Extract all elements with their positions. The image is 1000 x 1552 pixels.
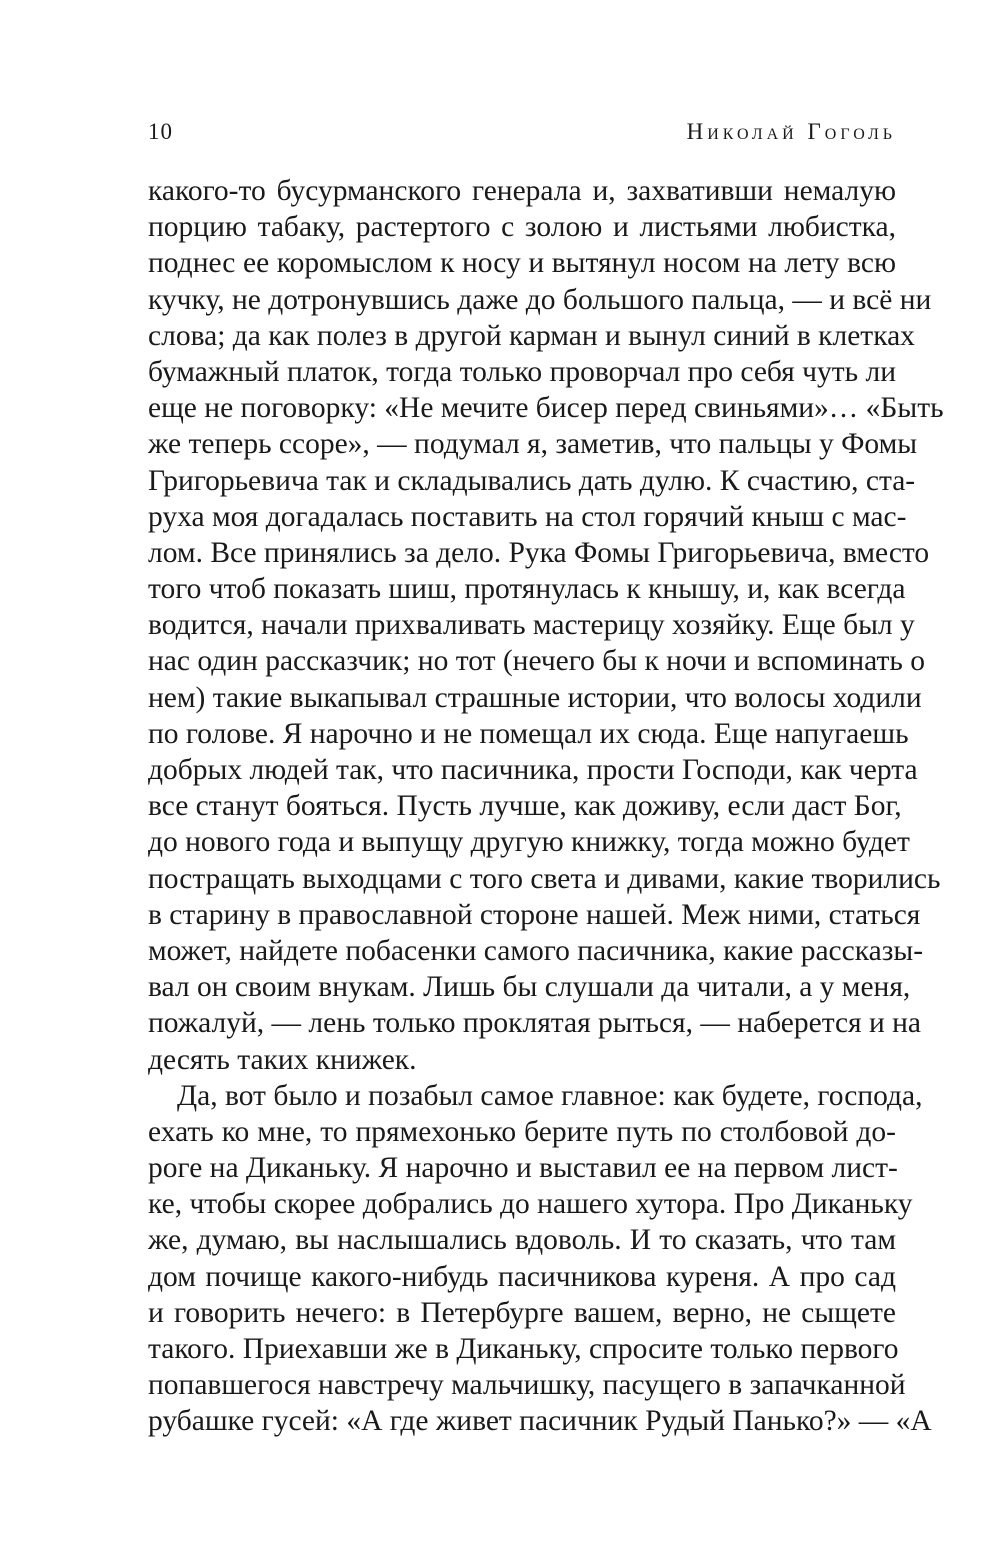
text-line: кучку, не дотронувшись даже до большого пальца, — и всё ни [148,283,932,316]
text-line: такого. Приехавши же в Диканьку, спросите только первого [148,1333,899,1365]
text-line: нас один рассказчик; но тот (нечего бы к ночи и вспоминать о [148,645,925,678]
text-line: еще не поговорку: «Не мечите бисер перед свиньями»… «Быть [148,392,944,425]
text-line: роге на Диканьку. Я нарочно и выставил ее на первом лист- [148,1152,898,1185]
text-line: все станут бояться. Пусть лучше, как доживу, если даст Бог, [148,790,902,823]
text-line: лом. Все принялись за дело. Рука Фомы Григорьевича, вместо [148,536,930,569]
text-line: же, думаю, вы наслышались вдоволь. И то сказать, что там [148,1224,896,1257]
text-line: десять таких книжек. [148,1043,417,1076]
text-line: водится, начали прихваливать мастерицу хозяйку. Еще был у [148,609,915,642]
text-line: добрых людей так, что пасичника, прости Господи, как черта [148,754,918,786]
text-line: дом почище какого-нибудь пасичникова куреня. А про сад [148,1260,896,1293]
text-line: какого-то бусурманского генерала и, захвативши немалую [148,175,896,207]
running-head [148,119,896,159]
text-line: Григорьевича так и складывались дать дулю. К счастию, ста- [148,464,916,497]
text-line: попавшегося навстречу мальчишку, пасущего в запачканной [148,1369,906,1402]
running-title: Николай Гоголь [686,119,896,144]
text-line: слова; да как полез в другой карман и вынул синий в клетках [148,319,915,352]
text-line: вал он своим внукам. Лишь бы слушали да читали, а у меня, [148,971,911,1004]
text-line: пожалуй, — лень только проклятая рыться, — наберется и на [148,1007,922,1040]
paragraph [148,173,944,1078]
page-number: 10 [148,119,173,144]
text-line: же теперь ссоре», — подумал я, заметив, что пальцы у Фомы [148,428,918,461]
paragraph [148,1078,932,1440]
text-line: нем) такие выкапывал страшные истории, что волосы ходили [148,681,922,714]
text-line: порцию табаку, растертого с золою и листьями любистка, [148,211,896,244]
text-line: ехать ко мне, то прямехонько берите путь по столбовой до- [148,1115,896,1148]
text-line: в старину в православной стороне нашей. Меж ними, статься [148,898,921,931]
text-line: по голове. Я нарочно и не помещал их сюда. Еще напугаешь [148,717,909,750]
text-line: постращать выходцами с того света и дивами, какие творились [148,862,941,895]
text-line: до нового года и выпущу другую книжку, тогда можно будет [148,826,910,859]
body-text [148,173,944,1440]
text-line: и говорить нечего: в Петербурге вашем, верно, не сыщете [148,1296,896,1329]
text-line: может, найдете побасенки самого пасичника, какие рассказы- [148,934,924,967]
text-line: поднес ее коромыслом к носу и вытянул носом на лету всю [148,247,896,280]
text-line: Да, вот было и позабыл самое главное: как будете, господа, [177,1079,923,1112]
text-line: ке, чтобы скорее добрались до нашего хутора. Про Диканьку [148,1188,913,1221]
text-line: бумажный платок, тогда только проворчал про себя чуть ли [148,355,896,388]
text-line: рубашке гусей: «А где живет пасичник Рудый Панько?» — «А [148,1405,932,1438]
text-line: того чтоб показать шиш, протянулась к кнышу, и, как всегда [148,573,906,606]
text-line: руха моя догадалась поставить на стол горячий кныш с мас- [148,500,907,533]
